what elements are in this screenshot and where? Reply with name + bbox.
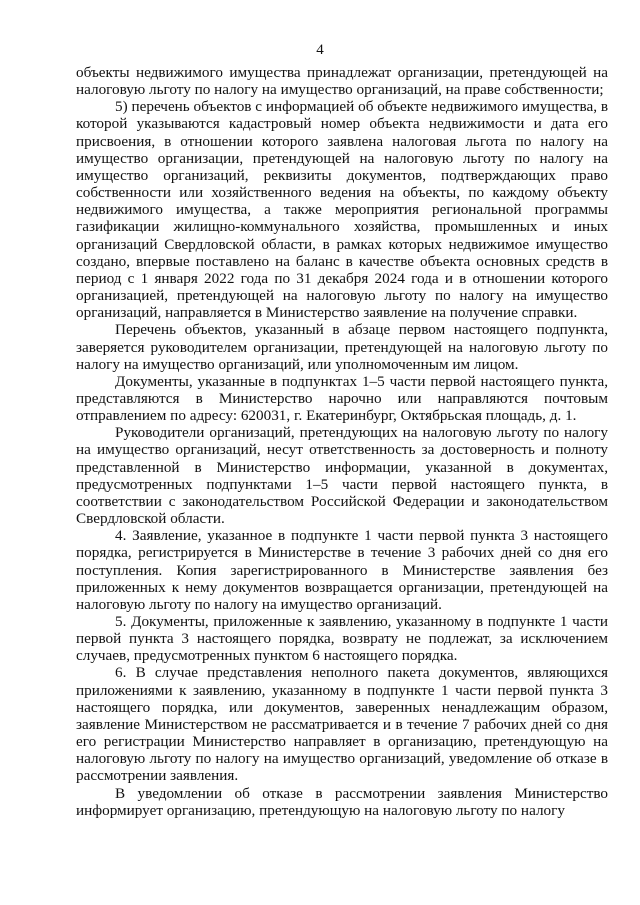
page-number: 4 xyxy=(316,42,324,58)
paragraph-responsibility: Руководители организаций, претендующих на налоговую льготу по налогу на имущество организаций, несут ответственность за достоверность и полноту представленной в Министерство информации, указанной в документах, предусмотренных подпунктами 1–5 части первой настоящего пункта, в соответствии с законодательством Российской Федерации и законодательством Свердловской области. xyxy=(76,424,608,528)
paragraph-continuation: объекты недвижимого имущества принадлежат организации, претендующей на налоговую льготу по налогу на имущество организаций, на праве собственности; xyxy=(76,64,608,99)
paragraph-object-list-certification: Перечень объектов, указанный в абзаце первом настоящего подпункта, заверяется руководителем организации, претендующей на налоговую льготу по налогу на имущество организаций, или уполномоченным им лицом. xyxy=(76,321,608,373)
paragraph-refusal-notice: В уведомлении об отказе в рассмотрении заявления Министерство информирует организацию, претендующую на налоговую льготу по налогу xyxy=(76,784,608,819)
document-body xyxy=(76,64,608,819)
paragraph-submission-address: Документы, указанные в подпунктах 1–5 части первой настоящего пункта, представляются в Министерство нарочно или направляются почтовым отправлением по адресу: 620031, г. Екатеринбург, Октябрьская площадь, д. 1. xyxy=(76,372,608,425)
paragraph-clause-5-no-return: 5. Документы, приложенные к заявлению, указанному в подпункте 1 части первой пункта 3 настоящего порядка, возврату не подлежат, за исключением случаев, предусмотренных пунктом 6 настоящего порядка. xyxy=(76,613,608,665)
paragraph-item-5-object-list: 5) перечень объектов с информацией об объекте недвижимого имущества, в которой указываются кадастровый номер объекта недвижимости и дата его присвоения, в отношении которого заявлена налоговая льгота по налогу на имущество организации, претендующей на налоговую льготу по налогу на имущество организаций, реквизиты документов, подтверждающих право собственности или хозяйственного ведения на объекты, по каждому объекту недвижимого имущества, а также мероприятия региональной программы газификации жилищно-коммунального хозяйства, промышленных и иных организаций Свердловской области, в рамках которых недвижимое имущество создано, впервые поставлено на баланс в качестве объекта основных средств в период с 1 января 2022 года по 31 декабря 2024 года и в отношении которого организацией, претендующей на налоговую льготу по налогу на имущество организаций, направляется в Министерство заявление на получение справки. xyxy=(76,98,608,322)
paragraph-clause-6-incomplete-package: 6. В случае представления неполного пакета документов, являющихся приложениями к заявлению, указанному в подпункте 1 части первой пункта 3 настоящего порядка, или документов, заверенных ненадлежащим образом, заявление Министерством не рассматривается и в течение 7 рабочих дней со дня его регистрации Министерство направляет в организацию, претендующую на налоговую льготу по налогу на имущество организаций, уведомление об отказе в рассмотрении заявления. xyxy=(76,664,608,785)
paragraph-clause-4-registration: 4. Заявление, указанное в подпункте 1 части первой пункта 3 настоящего порядка, регистрируется в Министерстве в течение 3 рабочих дней со дня его поступления. Копия зарегистрированного в Министерстве заявления без приложенных к нему документов возвращается организации, претендующей на налоговую льготу по налогу на имущество организаций. xyxy=(76,527,608,613)
